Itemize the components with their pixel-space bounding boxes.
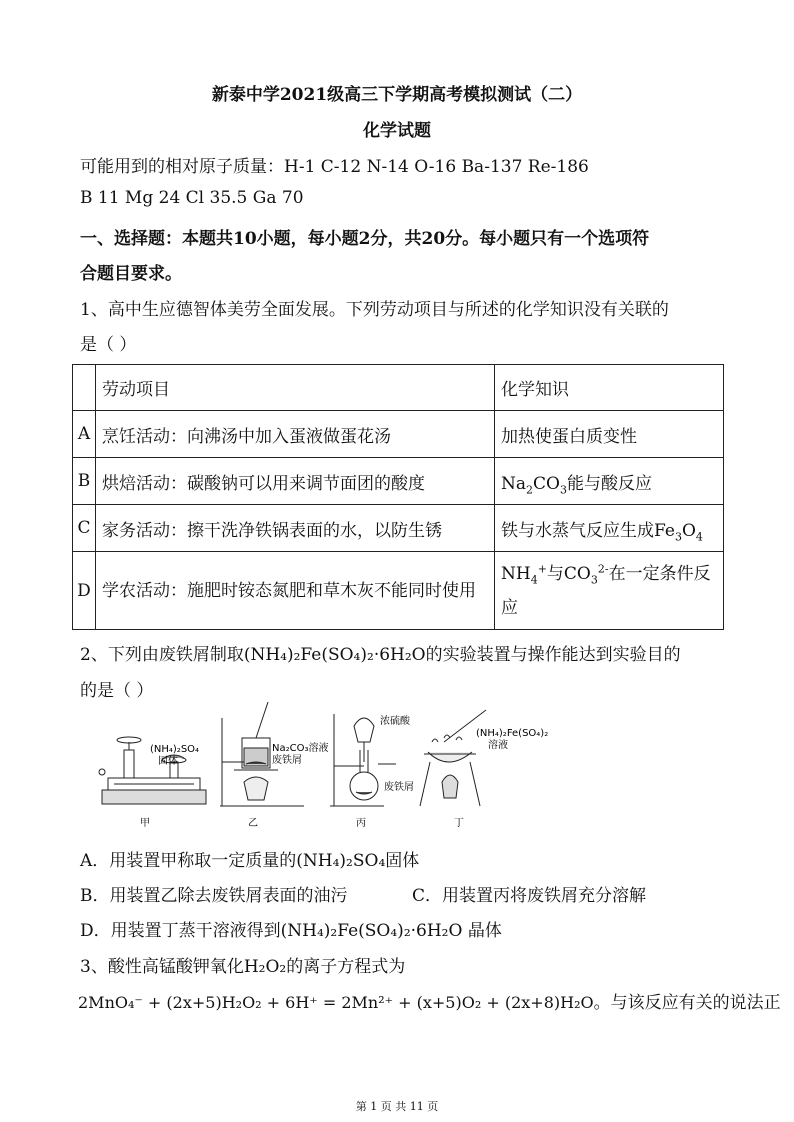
ding-label: 丁 [454, 818, 464, 829]
formula-subscript: 3 [590, 572, 598, 586]
formula-part: CO [533, 473, 560, 494]
formula-part: O [681, 520, 696, 541]
bing-acid-label: 浓硫酸 [380, 716, 410, 727]
formula-superscript: 2- [597, 561, 609, 575]
bing-scrap-label: 废铁屑 [384, 782, 414, 793]
formula-subscript: 4 [695, 529, 703, 543]
jia-reagent-label: (NH₄)₂SO₄ [150, 744, 200, 755]
table-cell-empty [73, 365, 96, 411]
atomic-mass-line-1: 可能用到的相对原子质量：H-1 C-12 N-14 O-16 Ba-137 Re-186 [80, 157, 589, 177]
q1-stem-line-2: 是（ ） [80, 335, 137, 355]
ding-solution-label: 溶液 [488, 740, 508, 751]
evaporating-dish-apparatus [420, 710, 486, 806]
yi-solution-label: Na₂CO₃溶液 [272, 743, 329, 754]
knowledge-cell [495, 505, 724, 552]
q1-table [72, 364, 724, 630]
subject-title: 化学试题 [363, 121, 431, 141]
jia-solid-label: 固体 [158, 756, 178, 767]
formula-subscript: 3 [559, 482, 567, 496]
formula-subscript: 4 [530, 572, 538, 586]
project-cell: 学农活动：施肥时铵态氮肥和草木灰不能同时使用 [96, 552, 495, 630]
formula-part: 在一定条件反应 [501, 563, 711, 618]
bing-label: 丙 [356, 818, 366, 829]
q3-stem-line-1: 3、酸性高锰酸钾氧化H₂O₂的离子方程式为 [80, 957, 406, 977]
formula-part: 铁与水蒸气反应生成Fe [501, 520, 675, 541]
jia-label: 甲 [140, 818, 150, 829]
table-header-knowledge: 化学知识 [495, 365, 724, 411]
q3-equation: 2MnO₄⁻ + (2x+5)H₂O₂ + 6H⁺ = 2Mn²⁺ + (x+5)O₂ + (2x+8)H₂O [78, 993, 594, 1012]
table-header-row [73, 365, 724, 411]
q3-equation-line [78, 988, 781, 1013]
apparatus-figure [84, 702, 604, 834]
project-cell: 家务活动：擦干洗净铁锅表面的水，以防生锈 [96, 505, 495, 552]
q2-stem-line-2: 的是（ ） [80, 681, 154, 701]
atomic-mass-line-2: B 11 Mg 24 Cl 35.5 Ga 70 [80, 188, 304, 208]
formula-subscript: 3 [674, 529, 682, 543]
formula-part: 与CO [546, 563, 591, 584]
q2-option-d: D．用装置丁蒸干溶液得到(NH₄)₂Fe(SO₄)₂·6H₂O 晶体 [80, 921, 502, 941]
knowledge-cell: 加热使蛋白质变性 [495, 411, 724, 458]
section-heading-line-1: 一、选择题：本题共10小题，每小题2分，共20分。每小题只有一个选项符 [80, 229, 650, 249]
project-cell: 烹饪活动：向沸汤中加入蛋液做蛋花汤 [96, 411, 495, 458]
q2-option-c: C．用装置丙将废铁屑充分溶解 [412, 886, 647, 906]
formula-part: NH [501, 563, 531, 584]
project-cell: 烘焙活动：碳酸钠可以用来调节面团的酸度 [96, 458, 495, 505]
yi-scrap-label: 废铁屑 [272, 755, 302, 766]
option-label: B [73, 458, 96, 505]
ding-reagent-label: (NH₄)₂Fe(SO₄)₂ [476, 728, 549, 739]
q2-stem-line-1: 2、下列由废铁屑制取(NH₄)₂Fe(SO₄)₂·6H₂O的实验装置与操作能达到实验目的 [80, 645, 681, 665]
q1-stem-line-1: 1、高中生应德智体美劳全面发展。下列劳动项目与所述的化学知识没有关联的 [80, 300, 669, 320]
formula-superscript: + [537, 561, 547, 575]
table-row [73, 411, 724, 458]
formula-part: 能与酸反应 [566, 473, 652, 494]
option-label: D [73, 552, 96, 630]
section-heading-line-2: 合题目要求。 [80, 264, 182, 284]
table-row [73, 458, 724, 505]
formula-part: Na [501, 473, 527, 494]
beaker-apparatus [220, 702, 304, 806]
table-header-project: 劳动项目 [96, 365, 495, 411]
exam-title: 新泰中学2021级高三下学期高考模拟测试（二） [211, 85, 583, 105]
q2-option-a: A．用装置甲称取一定质量的(NH₄)₂SO₄固体 [80, 851, 420, 871]
table-row [73, 552, 724, 630]
option-label: A [73, 411, 96, 458]
table-row [73, 505, 724, 552]
knowledge-cell [495, 552, 724, 630]
yi-label: 乙 [248, 818, 258, 829]
q2-option-b: B．用装置乙除去废铁屑表面的油污 [80, 886, 348, 906]
formula-subscript: 2 [526, 482, 534, 496]
option-label: C [73, 505, 96, 552]
knowledge-cell [495, 458, 724, 505]
page-footer: 第 1 页 共 11 页 [355, 1100, 439, 1113]
q3-stem-tail: 。与该反应有关的说法正 [593, 993, 781, 1013]
